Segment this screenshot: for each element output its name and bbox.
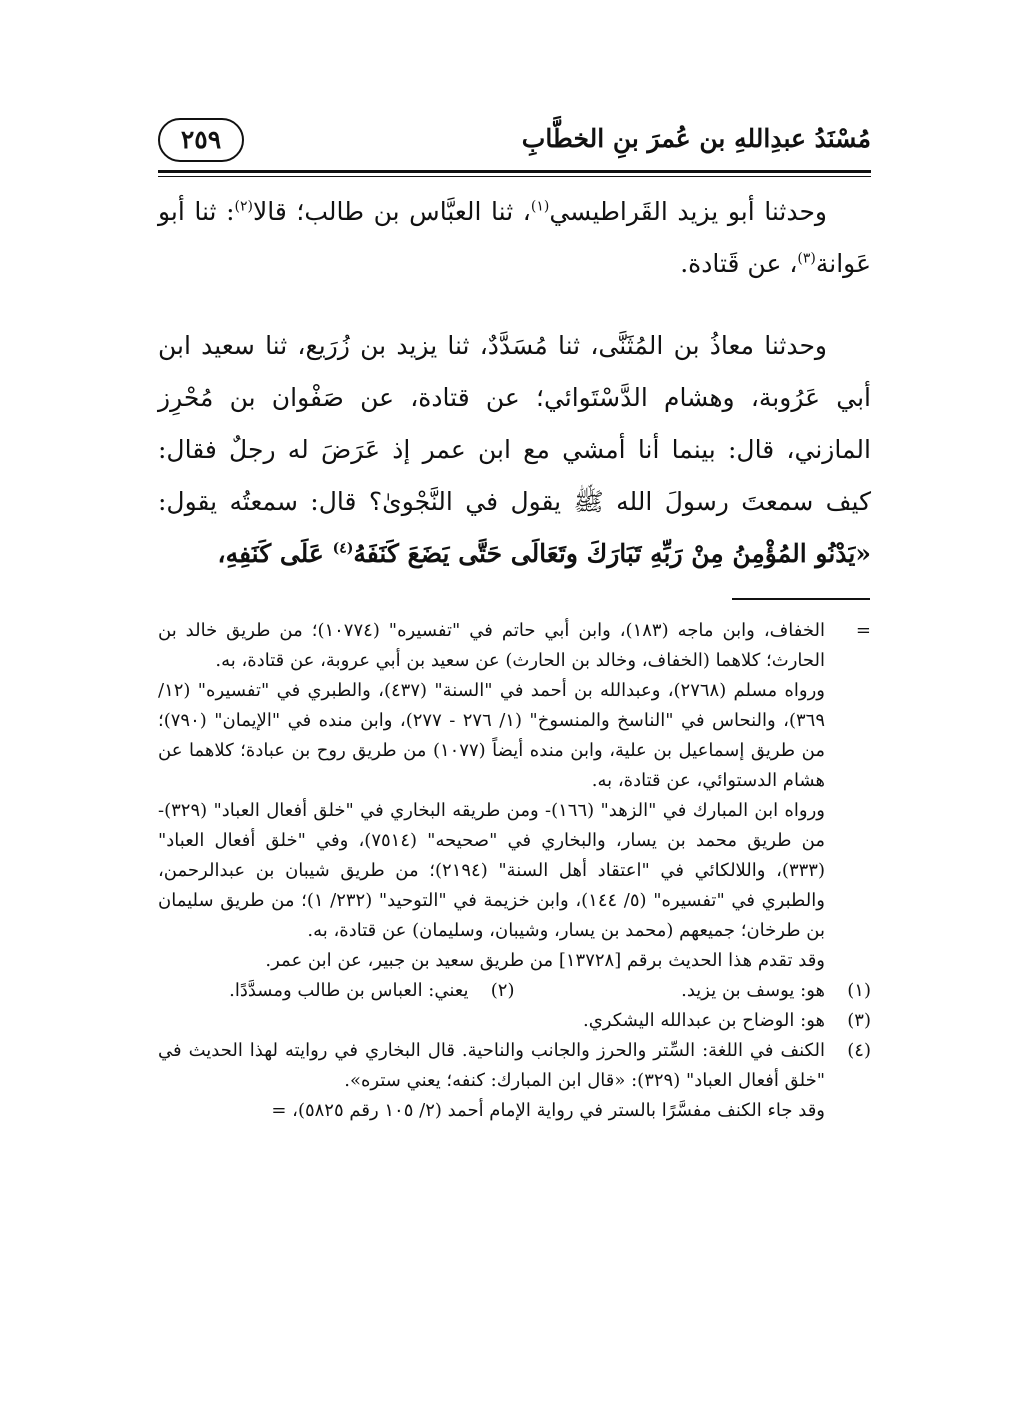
footnotes-1-2 — [158, 976, 871, 1006]
header-rule-thick — [158, 170, 871, 173]
footnote-3: (٣) هو: الوضاح بن عبدالله اليشكري. — [583, 1010, 871, 1031]
paragraph-isnad-2: وحدثنا معاذُ بن المُثَنَّى، ثنا مُسَدَّدٌ، ثنا يزيد بن زُرَيع، ثنا سعيد ابن أبي عَرُوبة، وهشام الدَّسْتَوائي؛ عن قتادة، عن صَفْوان بن مُحْرِز المازني، قال: بينما أنا أمشي مع ابن عمر إذ عَرَضَ له رجلٌ فقال: كيف سمعتَ رسولَ الله ﷺ يقول في النَّجْوىٰ؟ قال: سمعتُه يقول: «يَدْنُو المُؤْمِنُ مِنْ رَبِّهِ تَبَارَكَ وتَعَالَى حَتَّى يَضَعَ كَنَفَهُ$^{(٤)}$ عَلَى كَنَفِهِ، — [158, 331, 871, 568]
page-header — [158, 118, 871, 164]
footnote-ref-3: (٣) — [797, 250, 816, 267]
footnote-continuation — [158, 616, 871, 976]
footnote-paragraph: ورواه مسلم (٢٧٦٨)، وعبدالله بن أحمد في "السنة" (٤٣٧)، والطبري في "تفسيره" (١٢/ ٣٦٩)، والنحاس في "الناسخ والمنسوخ" (١/ ٢٧٦ - ٢٧٧)، وابن منده في "الإيمان" (٧٩٠)؛ من طريق إسماعيل بن علية، وابن منده أيضاً (١٠٧٧) من طريق روح بن عبادة؛ كلاهما عن هشام الدستوائي، عن قتادة، به. — [158, 680, 825, 791]
footnote-separator — [732, 598, 870, 600]
continuation-marker: = — [855, 620, 871, 641]
footnote-ref-2: (٢) — [234, 198, 253, 215]
footnote-4: (٤) الكنف في اللغة: السِّتر والحرز والجانب والناحية. قال البخاري في روايته لهذا الحديث في "خلق أفعال العباد" (٣٢٩): «قال ابن المبارك: كنفه؛ يعني ستره». وقد جاء الكنف مفسَّرًا بالستر في رواية الإمام أحمد (٢/ ١٠٥ رقم ٥٨٢٥)، = — [158, 1036, 871, 1126]
header-rule-thin — [158, 176, 871, 177]
footnote-2: (٢) يعني: العباس بن طالب ومسدَّدًا. — [229, 980, 515, 1001]
footnote-paragraph: وقد جاء الكنف مفسَّرًا بالستر في رواية الإمام أحمد (٢/ ١٠٥ رقم ٥٨٢٥)، = — [271, 1100, 825, 1121]
main-text — [158, 186, 871, 580]
footnote-ref-1: (١) — [530, 198, 550, 215]
footnote-ref-4: (٤) — [332, 540, 354, 557]
footnote-paragraph: الخفاف، وابن ماجه (١٨٣)، وابن أبي حاتم في "تفسيره" (١٠٧٧٤)؛ من طريق خالد بن الحارث؛ كلاهما (الخفاف، وخالد بن الحارث) عن سعيد بن أبي عروبة، عن قتادة، به. — [158, 620, 825, 671]
page-number-badge: ٢٥٩ — [158, 118, 244, 162]
footnote-paragraph: وقد تقدم هذا الحديث برقم [١٣٧٢٨] من طريق سعيد بن جبير، عن ابن عمر. — [265, 950, 825, 971]
footnotes-section — [158, 616, 871, 1126]
footnote-1: (١) هو: يوسف بن يزيد. — [681, 980, 871, 1001]
footnote-paragraph: الكنف في اللغة: السِّتر والحرز والجانب والناحية. قال البخاري في روايته لهذا الحديث في "خلق أفعال العباد" (٣٢٩): «قال ابن المبارك: كنفه؛ يعني ستره». — [158, 1040, 825, 1091]
paragraph-isnad-1: وحدثنا أبو يزيد القَراطيسي$^{(١)}$، ثنا العبَّاس بن طالب؛ قالا$^{(٢)}$: ثنا أبو عَوانة$^{(٣)}$، عن قَتادة. — [158, 197, 871, 278]
running-title: مُسْنَدُ عبدِاللهِ بن عُمرَ بنِ الخطَّابِ — [521, 124, 871, 153]
hadith-text: «يَدْنُو المُؤْمِنُ مِنْ رَبِّهِ تَبَارَكَ وتَعَالَى حَتَّى يَضَعَ كَنَفَهُ — [353, 539, 871, 568]
footnote-paragraph: ورواه ابن المبارك في "الزهد" (١٦٦)- ومن طريقه البخاري في "خلق أفعال العباد" (٣٢٩)- من طريق محمد بن يسار، والبخاري في "صحيحه" (٧٥١٤)، وفي "خلق أفعال العباد" (٣٣٣)، واللالكائي في "اعتقاد أهل السنة" (٢١٩٤)؛ من طريق شيبان بن عبدالرحمن، والطبري في "تفسيره" (٥/ ١٤٤)، وابن خزيمة في "التوحيد" (٢٣٢/ ١)؛ من طريق سليمان بن طرخان؛ جميعهم (محمد بن يسار، وشيبان، وسليمان) عن قتادة، به. — [158, 800, 825, 941]
